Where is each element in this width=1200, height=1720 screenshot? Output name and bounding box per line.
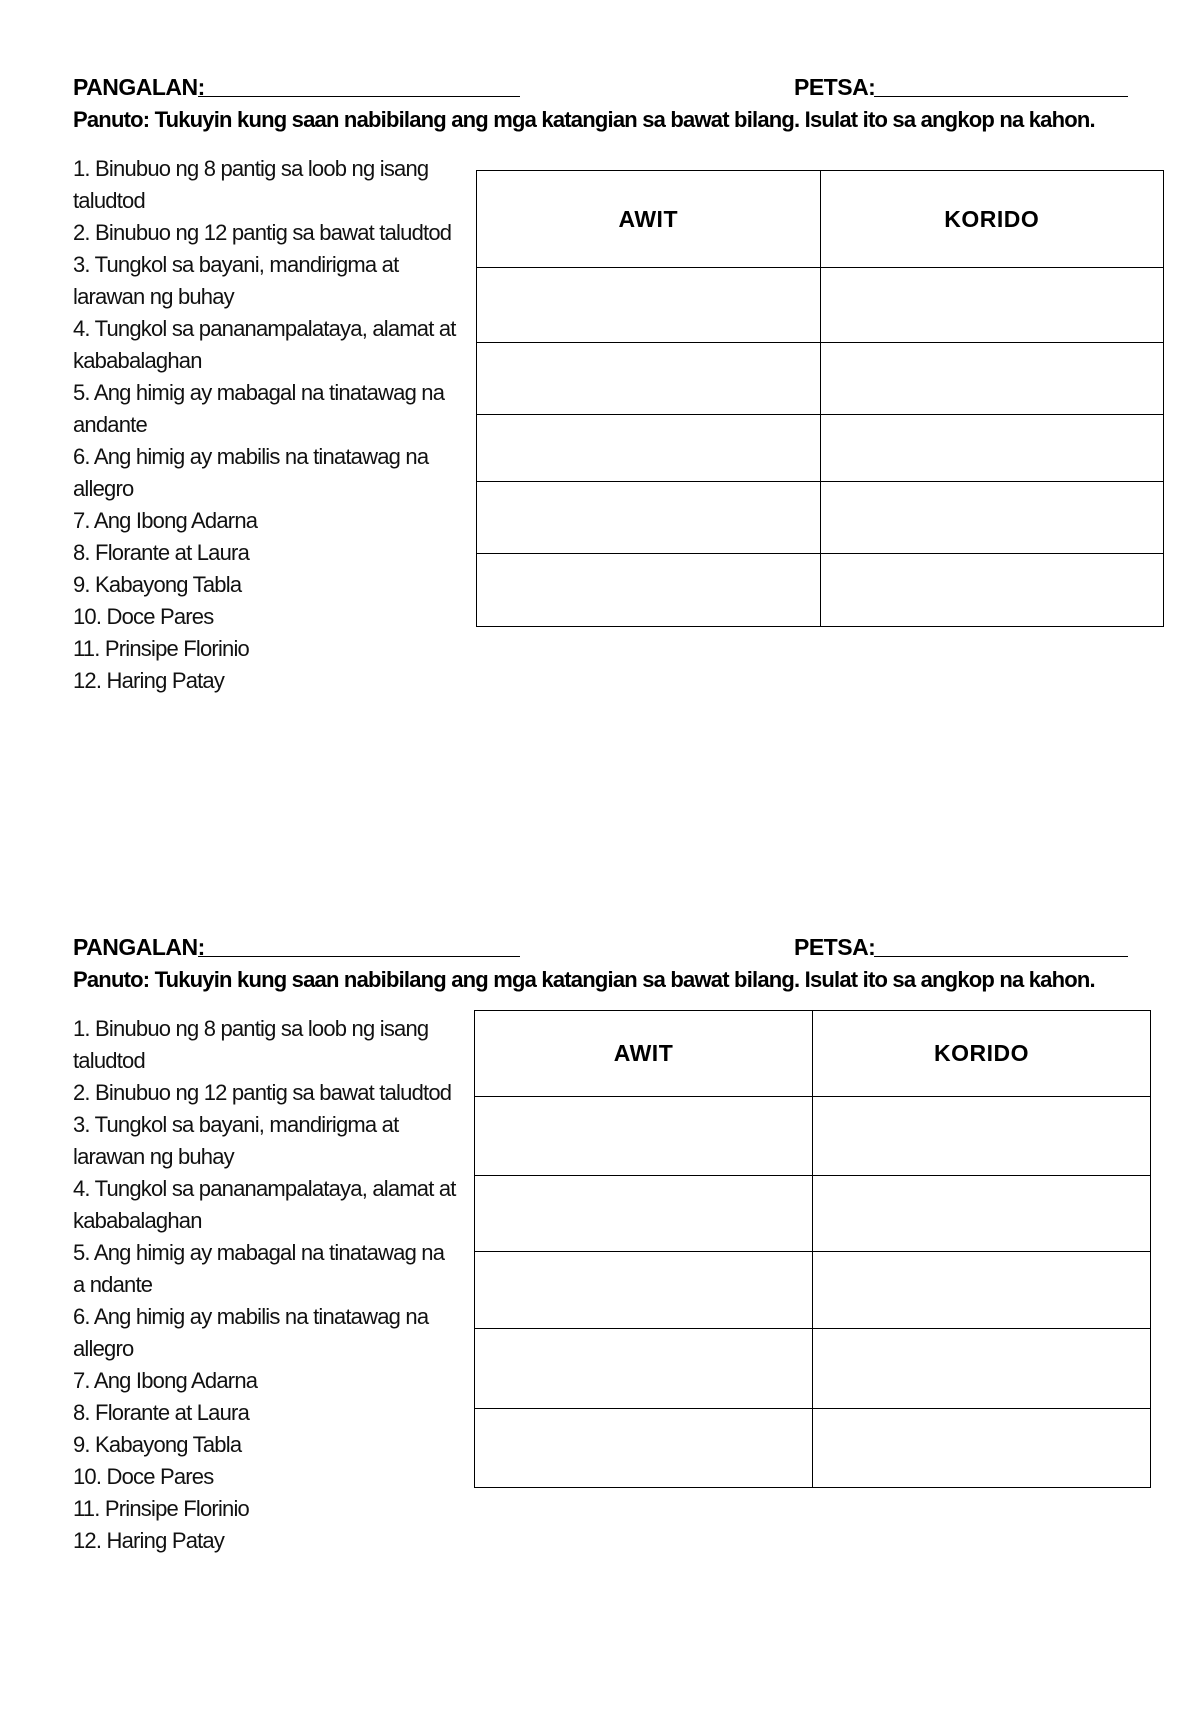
list-item: 6. Ang himig ay mabilis na tinatawag na allegro bbox=[73, 444, 429, 501]
list-item: 12. Haring Patay bbox=[73, 668, 225, 693]
instruction-text: Panuto: Tukuyin kung saan nabibilang ang mga katangian sa bawat bilang. Isulat ito sa angkop na kahon. bbox=[73, 967, 1095, 992]
list-item: 11. Prinsipe Florinio bbox=[73, 636, 249, 661]
list-item: 1. Binubuo ng 8 pantig sa loob ng isang taludtod bbox=[73, 1016, 429, 1073]
awit-cell[interactable] bbox=[477, 482, 821, 554]
list-item: 8. Florante at Laura bbox=[73, 1400, 250, 1425]
list-item: 3. Tungkol sa bayani, mandirigma at larawan ng buhay bbox=[73, 252, 399, 309]
item-list bbox=[73, 153, 457, 697]
list-item: 10. Doce Pares bbox=[73, 604, 214, 629]
korido-cell[interactable] bbox=[813, 1176, 1151, 1252]
name-line bbox=[198, 956, 520, 957]
korido-cell[interactable] bbox=[813, 1409, 1151, 1488]
date-label: PETSA: bbox=[794, 74, 876, 100]
korido-cell[interactable] bbox=[813, 1252, 1151, 1329]
list-item: 4. Tungkol sa pananampalataya, alamat at kababalaghan bbox=[73, 1176, 456, 1233]
list-item: 3. Tungkol sa bayani, mandirigma at larawan ng buhay bbox=[73, 1112, 399, 1169]
awit-header: AWIT bbox=[477, 171, 821, 268]
korido-cell[interactable] bbox=[813, 1097, 1151, 1176]
list-item: 6. Ang himig ay mabilis na tinatawag na allegro bbox=[73, 1304, 429, 1361]
list-item: 12. Haring Patay bbox=[73, 1528, 225, 1553]
awit-header: AWIT bbox=[475, 1011, 813, 1097]
list-item: 5. Ang himig ay mabagal na tinatawag na a ndante bbox=[73, 1240, 445, 1297]
answer-table bbox=[476, 170, 1164, 627]
list-item: 1. Binubuo ng 8 pantig sa loob ng isang taludtod bbox=[73, 156, 429, 213]
name-line bbox=[198, 96, 520, 97]
awit-cell[interactable] bbox=[477, 268, 821, 343]
korido-header: KORIDO bbox=[813, 1011, 1151, 1097]
korido-cell[interactable] bbox=[813, 1329, 1151, 1409]
list-item: 7. Ang Ibong Adarna bbox=[73, 1368, 258, 1393]
awit-cell[interactable] bbox=[477, 343, 821, 415]
list-item: 2. Binubuo ng 12 pantig sa bawat taludtod bbox=[73, 1080, 452, 1105]
list-item: 9. Kabayong Tabla bbox=[73, 1432, 242, 1457]
list-item: 11. Prinsipe Florinio bbox=[73, 1496, 249, 1521]
item-list bbox=[73, 1013, 457, 1557]
awit-cell[interactable] bbox=[475, 1329, 813, 1409]
awit-cell[interactable] bbox=[477, 415, 821, 482]
awit-cell[interactable] bbox=[475, 1176, 813, 1252]
korido-header: KORIDO bbox=[820, 171, 1164, 268]
awit-cell[interactable] bbox=[477, 554, 821, 627]
date-line bbox=[874, 96, 1128, 97]
answer-table bbox=[474, 1010, 1151, 1488]
list-item: 8. Florante at Laura bbox=[73, 540, 250, 565]
korido-cell[interactable] bbox=[820, 415, 1164, 482]
korido-cell[interactable] bbox=[820, 554, 1164, 627]
awit-cell[interactable] bbox=[475, 1097, 813, 1176]
name-label: PANGALAN: bbox=[73, 934, 205, 960]
date-label: PETSA: bbox=[794, 934, 876, 960]
name-label: PANGALAN: bbox=[73, 74, 205, 100]
date-line bbox=[874, 956, 1128, 957]
list-item: 5. Ang himig ay mabagal na tinatawag na andante bbox=[73, 380, 445, 437]
korido-cell[interactable] bbox=[820, 268, 1164, 343]
korido-cell[interactable] bbox=[820, 343, 1164, 415]
list-item: 2. Binubuo ng 12 pantig sa bawat taludtod bbox=[73, 220, 452, 245]
awit-cell[interactable] bbox=[475, 1252, 813, 1329]
list-item: 10. Doce Pares bbox=[73, 1464, 214, 1489]
instruction-text: Panuto: Tukuyin kung saan nabibilang ang mga katangian sa bawat bilang. Isulat ito sa angkop na kahon. bbox=[73, 107, 1095, 132]
list-item: 9. Kabayong Tabla bbox=[73, 572, 242, 597]
worksheet-2 bbox=[0, 860, 1200, 1720]
list-item: 7. Ang Ibong Adarna bbox=[73, 508, 258, 533]
awit-cell[interactable] bbox=[475, 1409, 813, 1488]
list-item: 4. Tungkol sa pananampalataya, alamat at kababalaghan bbox=[73, 316, 456, 373]
korido-cell[interactable] bbox=[820, 482, 1164, 554]
